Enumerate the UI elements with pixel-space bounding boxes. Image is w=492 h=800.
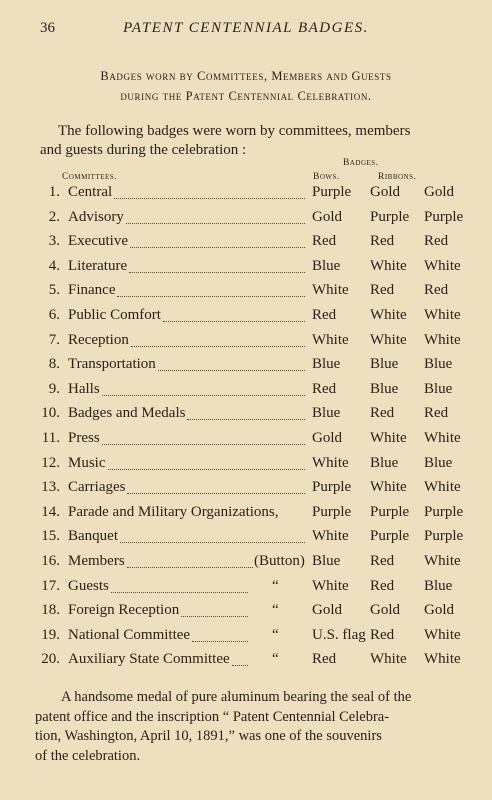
table-row <box>0 651 492 676</box>
ribbon-color: Gold <box>424 184 454 200</box>
bow-color: Red <box>312 233 337 250</box>
section-title-line: Badges worn by Committees, Members and Guests <box>100 69 392 83</box>
row-number: 7. <box>48 331 60 348</box>
row-number: 2. <box>48 208 60 225</box>
ribbon-color: Blue <box>370 454 399 471</box>
intro-paragraph <box>40 122 470 160</box>
bow-color: White <box>312 577 349 594</box>
ribbon-color: White <box>424 479 461 496</box>
bow-color: Red <box>312 307 337 323</box>
ribbon-color: Purple <box>424 503 464 520</box>
row-number: 6. <box>48 307 60 323</box>
committee-name: Literature <box>68 257 128 274</box>
row-number: 5. <box>48 282 60 299</box>
dot-leader <box>114 198 305 199</box>
row-number: 9. <box>48 380 60 397</box>
table-row <box>0 553 492 578</box>
ribbon-color: Blue <box>424 356 453 373</box>
bow-color: Gold <box>312 208 342 225</box>
ribbon-color: White <box>370 430 407 446</box>
ribbon-color: Red <box>424 233 449 250</box>
committee-name: Music <box>68 454 106 471</box>
badges-header: Badges. <box>343 158 379 168</box>
bow-color: White <box>312 528 349 545</box>
committee-name: Reception <box>68 331 129 348</box>
committee-name: Badges and Medals <box>68 405 186 422</box>
bow-color: Purple <box>312 184 352 200</box>
ribbons-header: Ribbons. <box>378 172 417 182</box>
dot-leader <box>158 370 305 371</box>
dot-leader <box>130 247 305 248</box>
table-row <box>0 307 492 332</box>
dot-leader <box>163 321 305 322</box>
row-number: 1. <box>48 184 60 200</box>
dot-leader <box>102 444 305 445</box>
row-number: 10. <box>41 405 60 422</box>
closing-line: patent office and the inscription “ Patent Centennial Celebra- <box>35 708 390 725</box>
ribbon-color: White <box>370 651 407 668</box>
bow-color: U.S. flag <box>312 626 366 643</box>
dot-leader <box>126 223 305 224</box>
bow-color: Blue <box>312 257 341 274</box>
ribbon-color: Gold <box>424 602 454 619</box>
committee-name: Public Comfort <box>68 307 161 323</box>
ribbon-color: Blue <box>424 454 453 471</box>
committees-header: Committees. <box>62 172 118 182</box>
ribbon-color: Purple <box>370 503 410 520</box>
bow-color: Purple <box>312 479 352 496</box>
committee-name: Parade and Military Organizations, <box>68 503 279 520</box>
bow-color: Blue <box>312 356 341 373</box>
row-number: 20. <box>41 651 60 668</box>
row-number: 8. <box>48 356 60 373</box>
row-note: (Button) <box>254 553 305 569</box>
ribbon-color: Gold <box>370 602 400 619</box>
bow-color: Gold <box>312 430 342 446</box>
ribbon-color: Red <box>370 626 395 643</box>
ribbon-color: White <box>424 553 461 569</box>
table-row <box>0 282 492 307</box>
row-note: “ <box>272 577 279 594</box>
bow-color: White <box>312 454 349 471</box>
committee-name: Auxiliary State Committee <box>68 651 230 668</box>
committee-name: Carriages <box>68 479 126 496</box>
ribbon-color: White <box>424 626 461 643</box>
ribbon-color: Red <box>370 553 395 569</box>
ribbon-color: Blue <box>370 356 399 373</box>
row-note: “ <box>272 602 279 619</box>
table-row <box>0 578 492 603</box>
committee-name: Members <box>68 553 125 569</box>
dot-leader <box>111 592 248 593</box>
intro-line: The following badges were worn by committees, members <box>58 123 411 139</box>
table-row <box>0 430 492 455</box>
table-row <box>0 504 492 529</box>
dot-leader <box>131 346 305 347</box>
dot-leader <box>187 419 305 420</box>
row-number: 13. <box>41 479 60 496</box>
dot-leader <box>232 665 248 666</box>
table-row <box>0 356 492 381</box>
bow-color: Gold <box>312 602 342 619</box>
row-number: 4. <box>48 257 60 274</box>
ribbon-color: Purple <box>424 208 464 225</box>
table-row <box>0 528 492 553</box>
bow-color: Red <box>312 380 337 397</box>
row-note: “ <box>272 626 279 643</box>
dot-leader <box>181 616 248 617</box>
ribbon-color: Purple <box>370 528 410 545</box>
ribbon-color: White <box>370 257 407 274</box>
committee-name: Foreign Reception <box>68 602 180 619</box>
row-number: 16. <box>41 553 60 569</box>
closing-paragraph <box>35 688 473 766</box>
committee-name: Press <box>68 430 100 446</box>
table-row <box>0 233 492 258</box>
row-number: 12. <box>41 454 60 471</box>
ribbon-color: White <box>424 331 461 348</box>
intro-line: and guests during the celebration : <box>40 142 247 158</box>
row-number: 18. <box>41 602 60 619</box>
dot-leader <box>127 567 253 568</box>
bows-header: Bows. <box>313 172 340 182</box>
ribbon-color: Red <box>370 233 395 250</box>
ribbon-color: White <box>370 331 407 348</box>
committee-name: Banquet <box>68 528 118 545</box>
bow-color: White <box>312 331 349 348</box>
dot-leader <box>120 542 305 543</box>
table-row <box>0 602 492 627</box>
row-number: 17. <box>41 577 60 594</box>
section-title <box>20 66 472 106</box>
ribbon-color: Blue <box>424 380 453 397</box>
committee-name: Executive <box>68 233 128 250</box>
closing-line: A handsome medal of pure aluminum bearing the seal of the <box>61 689 412 705</box>
ribbon-color: Red <box>370 405 395 422</box>
committee-name: Finance <box>68 282 116 299</box>
committee-name: National Committee <box>68 626 191 643</box>
ribbon-color: Gold <box>370 184 400 200</box>
ribbon-color: Red <box>370 577 395 594</box>
dot-leader <box>102 395 305 396</box>
row-number: 14. <box>41 503 60 520</box>
committee-name: Halls <box>68 380 100 397</box>
table-row <box>0 405 492 430</box>
table-row <box>0 381 492 406</box>
table-row <box>0 455 492 480</box>
bow-color: White <box>312 282 349 299</box>
closing-line: of the celebration. <box>35 747 141 764</box>
running-head: PATENT CENTENNIAL BADGES. <box>123 20 369 36</box>
row-note: “ <box>272 651 279 668</box>
committee-name: Transportation <box>68 356 156 373</box>
row-number: 15. <box>41 528 60 545</box>
row-number: 19. <box>41 626 60 643</box>
table-row <box>0 332 492 357</box>
ribbon-color: Purple <box>424 528 464 545</box>
committee-name: Guests <box>68 577 109 594</box>
table-row <box>0 479 492 504</box>
ribbon-color: White <box>424 651 461 668</box>
ribbon-color: Blue <box>370 380 399 397</box>
bow-color: Blue <box>312 553 341 569</box>
table-row <box>0 209 492 234</box>
ribbon-color: Red <box>370 282 395 299</box>
page-number: 36 <box>40 20 55 36</box>
dot-leader <box>127 493 305 494</box>
committee-name: Advisory <box>68 208 124 225</box>
ribbon-color: Purple <box>370 208 410 225</box>
dot-leader <box>192 641 248 642</box>
dot-leader <box>108 469 305 470</box>
row-number: 3. <box>48 233 60 250</box>
closing-line: tion, Washington, April 10, 1891,” was one of the souvenirs <box>35 728 382 744</box>
table-row <box>0 184 492 209</box>
table-row <box>0 258 492 283</box>
dot-leader <box>129 272 305 273</box>
bow-color: Red <box>312 651 337 668</box>
section-title-line: during the Patent Centennial Celebration. <box>120 89 372 103</box>
ribbon-color: White <box>370 479 407 496</box>
bow-color: Purple <box>312 503 352 520</box>
ribbon-color: White <box>370 307 407 323</box>
ribbon-color: White <box>424 307 461 323</box>
page-header <box>0 20 492 42</box>
bow-color: Blue <box>312 405 341 422</box>
ribbon-color: Red <box>424 405 449 422</box>
table-row <box>0 627 492 652</box>
ribbon-color: White <box>424 430 461 446</box>
row-number: 11. <box>41 430 60 446</box>
ribbon-color: White <box>424 257 461 274</box>
ribbon-color: Red <box>424 282 449 299</box>
ribbon-color: Blue <box>424 577 453 594</box>
committee-name: Central <box>68 184 113 200</box>
dot-leader <box>117 296 305 297</box>
